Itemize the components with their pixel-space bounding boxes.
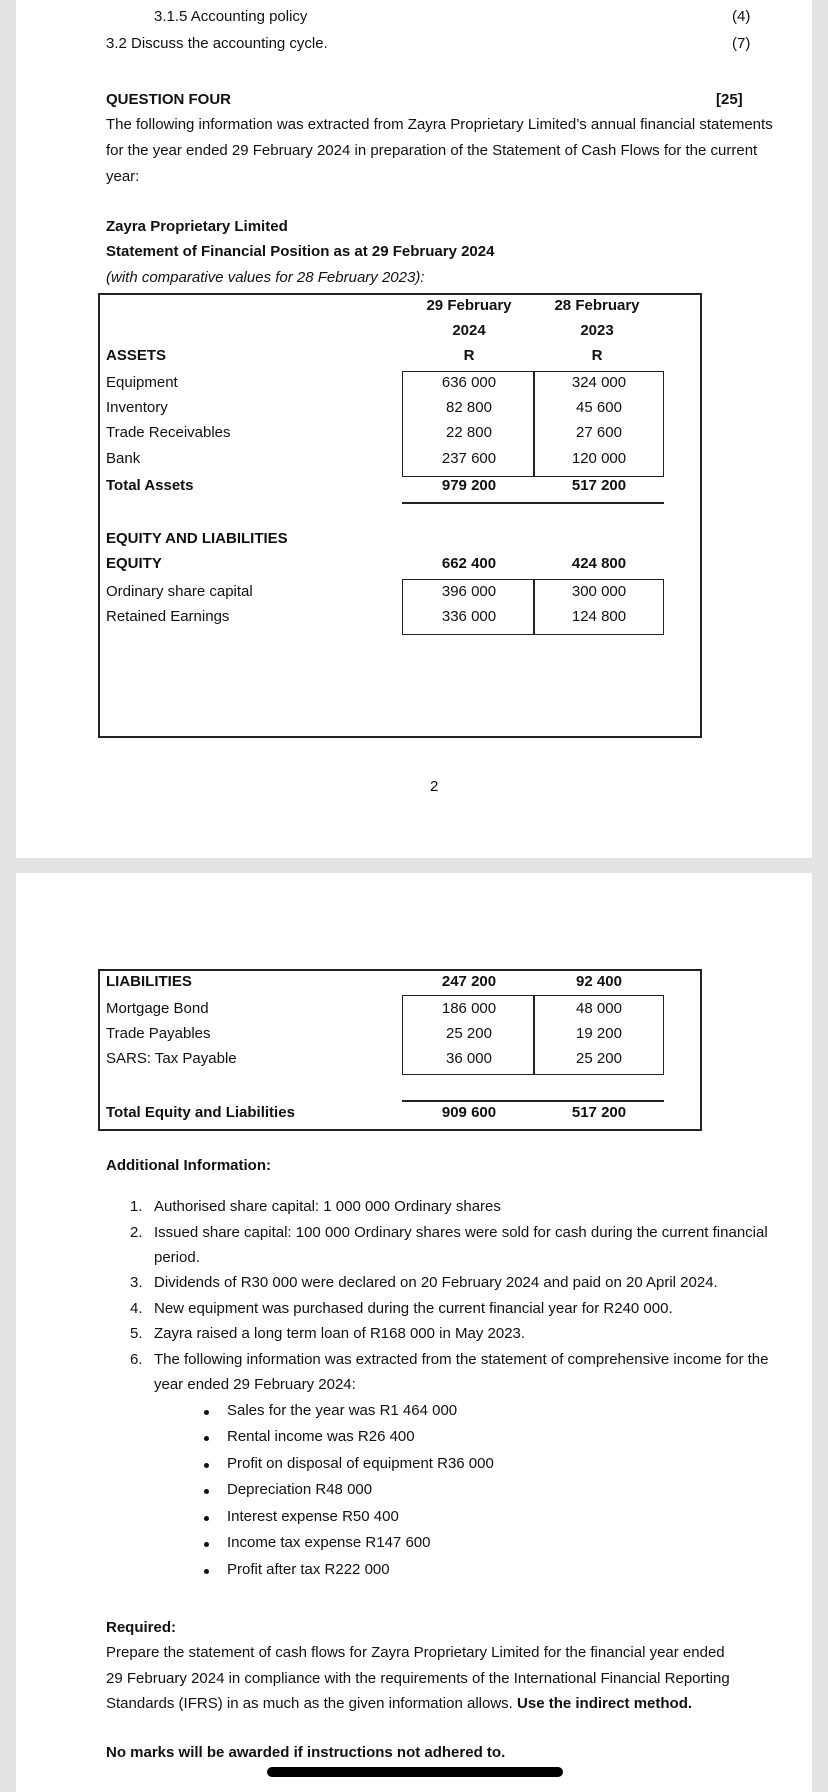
asset-value-2024: 237 600 bbox=[441, 450, 497, 467]
bullet-item: Profit on disposal of equipment R36 000 bbox=[227, 1455, 494, 1472]
bullet-icon bbox=[204, 1489, 209, 1494]
bullet-item: Depreciation R48 000 bbox=[227, 1481, 373, 1498]
asset-label: Bank bbox=[106, 450, 141, 467]
total-overline bbox=[402, 1100, 664, 1102]
question-3-1-5-marks: (4) bbox=[732, 8, 751, 25]
asset-value-2023: 27 600 bbox=[576, 424, 622, 441]
asset-value-2023: 45 600 bbox=[576, 399, 622, 416]
asset-label: Equipment bbox=[106, 374, 178, 391]
liability-label: SARS: Tax Payable bbox=[106, 1050, 237, 1067]
page-number: 2 bbox=[430, 778, 439, 795]
col-2024-currency: R bbox=[463, 347, 475, 364]
total-assets-2024: 979 200 bbox=[441, 477, 497, 494]
list-item-continued: period. bbox=[154, 1249, 200, 1266]
additional-info-heading: Additional Information: bbox=[106, 1157, 271, 1174]
equity-item-label: Ordinary share capital bbox=[106, 583, 253, 600]
col-2024-year: 2024 bbox=[452, 322, 486, 339]
liability-value-2024: 36 000 bbox=[446, 1050, 492, 1067]
asset-label: Trade Receivables bbox=[106, 424, 231, 441]
list-item: Dividends of R30 000 were declared on 20 February 2024 and paid on 20 April 2024. bbox=[154, 1274, 718, 1291]
asset-value-2024: 82 800 bbox=[446, 399, 492, 416]
required-line: Prepare the statement of cash flows for Zayra Proprietary Limited for the financial year ended bbox=[106, 1644, 725, 1661]
list-number: 1. bbox=[130, 1198, 143, 1215]
asset-value-2024: 636 000 bbox=[441, 374, 497, 391]
liability-label: Mortgage Bond bbox=[106, 1000, 209, 1017]
statement-subtitle: (with comparative values for 28 February 2023): bbox=[106, 269, 425, 286]
liability-label: Trade Payables bbox=[106, 1025, 211, 1042]
assets-heading: ASSETS bbox=[106, 347, 167, 364]
liabilities-2023: 92 400 bbox=[576, 973, 622, 990]
equity-item-label: Retained Earnings bbox=[106, 608, 230, 625]
home-indicator[interactable] bbox=[267, 1767, 563, 1777]
liability-value-2023: 19 200 bbox=[576, 1025, 622, 1042]
col-2023-currency: R bbox=[591, 347, 603, 364]
col-2023-header: 28 February bbox=[554, 297, 640, 314]
equity-item-2024: 396 000 bbox=[441, 583, 497, 600]
list-item: Zayra raised a long term loan of R168 000 in May 2023. bbox=[154, 1325, 526, 1342]
bullet-item: Profit after tax R222 000 bbox=[227, 1561, 390, 1578]
bullet-item: Sales for the year was R1 464 000 bbox=[227, 1402, 458, 1419]
equity-item-2023: 300 000 bbox=[571, 583, 627, 600]
equity-item-2023: 124 800 bbox=[571, 608, 627, 625]
total-assets-2023: 517 200 bbox=[571, 477, 627, 494]
list-number: 5. bbox=[130, 1325, 143, 1342]
list-number: 2. bbox=[130, 1224, 143, 1241]
warning-text: No marks will be awarded if instructions not adhered to. bbox=[106, 1744, 506, 1761]
list-item: New equipment was purchased during the current financial year for R240 000. bbox=[154, 1300, 673, 1317]
required-line: 29 February 2024 in compliance with the requirements of the International Financial Reporting bbox=[106, 1670, 730, 1687]
statement-title: Statement of Financial Position as at 29 February 2024 bbox=[106, 243, 495, 260]
liability-value-2023: 25 200 bbox=[576, 1050, 622, 1067]
list-item: The following information was extracted from the statement of comprehensive income for the bbox=[154, 1351, 769, 1368]
equity-heading: EQUITY bbox=[106, 555, 162, 572]
asset-label: Inventory bbox=[106, 399, 168, 416]
asset-value-2023: 120 000 bbox=[571, 450, 627, 467]
question-3-2-marks: (7) bbox=[732, 35, 751, 52]
bullet-icon bbox=[204, 1542, 209, 1547]
liability-value-2024: 186 000 bbox=[441, 1000, 497, 1017]
liabilities-heading: LIABILITIES bbox=[106, 973, 192, 990]
list-number: 6. bbox=[130, 1351, 143, 1368]
total-eq-liab-label: Total Equity and Liabilities bbox=[106, 1104, 295, 1121]
equity-liabilities-heading: EQUITY AND LIABILITIES bbox=[106, 530, 288, 547]
liability-value-2024: 25 200 bbox=[446, 1025, 492, 1042]
indirect-method-instruction: Use the indirect method. bbox=[517, 1695, 693, 1712]
list-number: 3. bbox=[130, 1274, 143, 1291]
liabilities-2024: 247 200 bbox=[441, 973, 497, 990]
intro-line: year: bbox=[106, 168, 140, 185]
liability-value-2023: 48 000 bbox=[576, 1000, 622, 1017]
document-page-2 bbox=[16, 873, 812, 1792]
bullet-item: Interest expense R50 400 bbox=[227, 1508, 399, 1525]
equity-item-2024: 336 000 bbox=[441, 608, 497, 625]
equity-2023: 424 800 bbox=[571, 555, 627, 572]
col-2024-header: 29 February bbox=[426, 297, 512, 314]
bullet-item: Income tax expense R147 600 bbox=[227, 1534, 431, 1551]
list-number: 4. bbox=[130, 1300, 143, 1317]
equity-2024: 662 400 bbox=[441, 555, 497, 572]
total-assets-label: Total Assets bbox=[106, 477, 194, 494]
question-title: QUESTION FOUR bbox=[106, 91, 232, 108]
total-eq-liab-2023: 517 200 bbox=[571, 1104, 627, 1121]
required-line-text: Standards (IFRS) in as much as the given information allows. bbox=[106, 1695, 518, 1712]
asset-value-2023: 324 000 bbox=[571, 374, 627, 391]
bullet-icon bbox=[204, 1436, 209, 1441]
required-heading: Required: bbox=[106, 1619, 177, 1636]
asset-value-2024: 22 800 bbox=[446, 424, 492, 441]
total-underline bbox=[402, 502, 664, 504]
document-page-1 bbox=[16, 0, 812, 858]
bullet-item: Rental income was R26 400 bbox=[227, 1428, 415, 1445]
list-item-continued: year ended 29 February 2024: bbox=[154, 1376, 356, 1393]
list-item: Issued share capital: 100 000 Ordinary shares were sold for cash during the current financial bbox=[154, 1224, 768, 1241]
question-3-1-5: 3.1.5 Accounting policy bbox=[154, 8, 308, 25]
intro-line: The following information was extracted from Zayra Proprietary Limited’s annual financial statements bbox=[106, 116, 773, 133]
col-2023-year: 2023 bbox=[580, 322, 614, 339]
bullet-icon bbox=[204, 1463, 209, 1468]
question-3-2: 3.2 Discuss the accounting cycle. bbox=[106, 35, 328, 52]
intro-line: for the year ended 29 February 2024 in preparation of the Statement of Cash Flows for the current bbox=[106, 142, 758, 159]
list-item: Authorised share capital: 1 000 000 Ordinary shares bbox=[154, 1198, 501, 1215]
required-line bbox=[106, 1695, 692, 1713]
bullet-icon bbox=[204, 1410, 209, 1415]
bullet-icon bbox=[204, 1516, 209, 1521]
bullet-icon bbox=[204, 1569, 209, 1574]
question-marks: [25] bbox=[716, 91, 743, 108]
total-eq-liab-2024: 909 600 bbox=[441, 1104, 497, 1121]
company-name: Zayra Proprietary Limited bbox=[106, 218, 288, 235]
